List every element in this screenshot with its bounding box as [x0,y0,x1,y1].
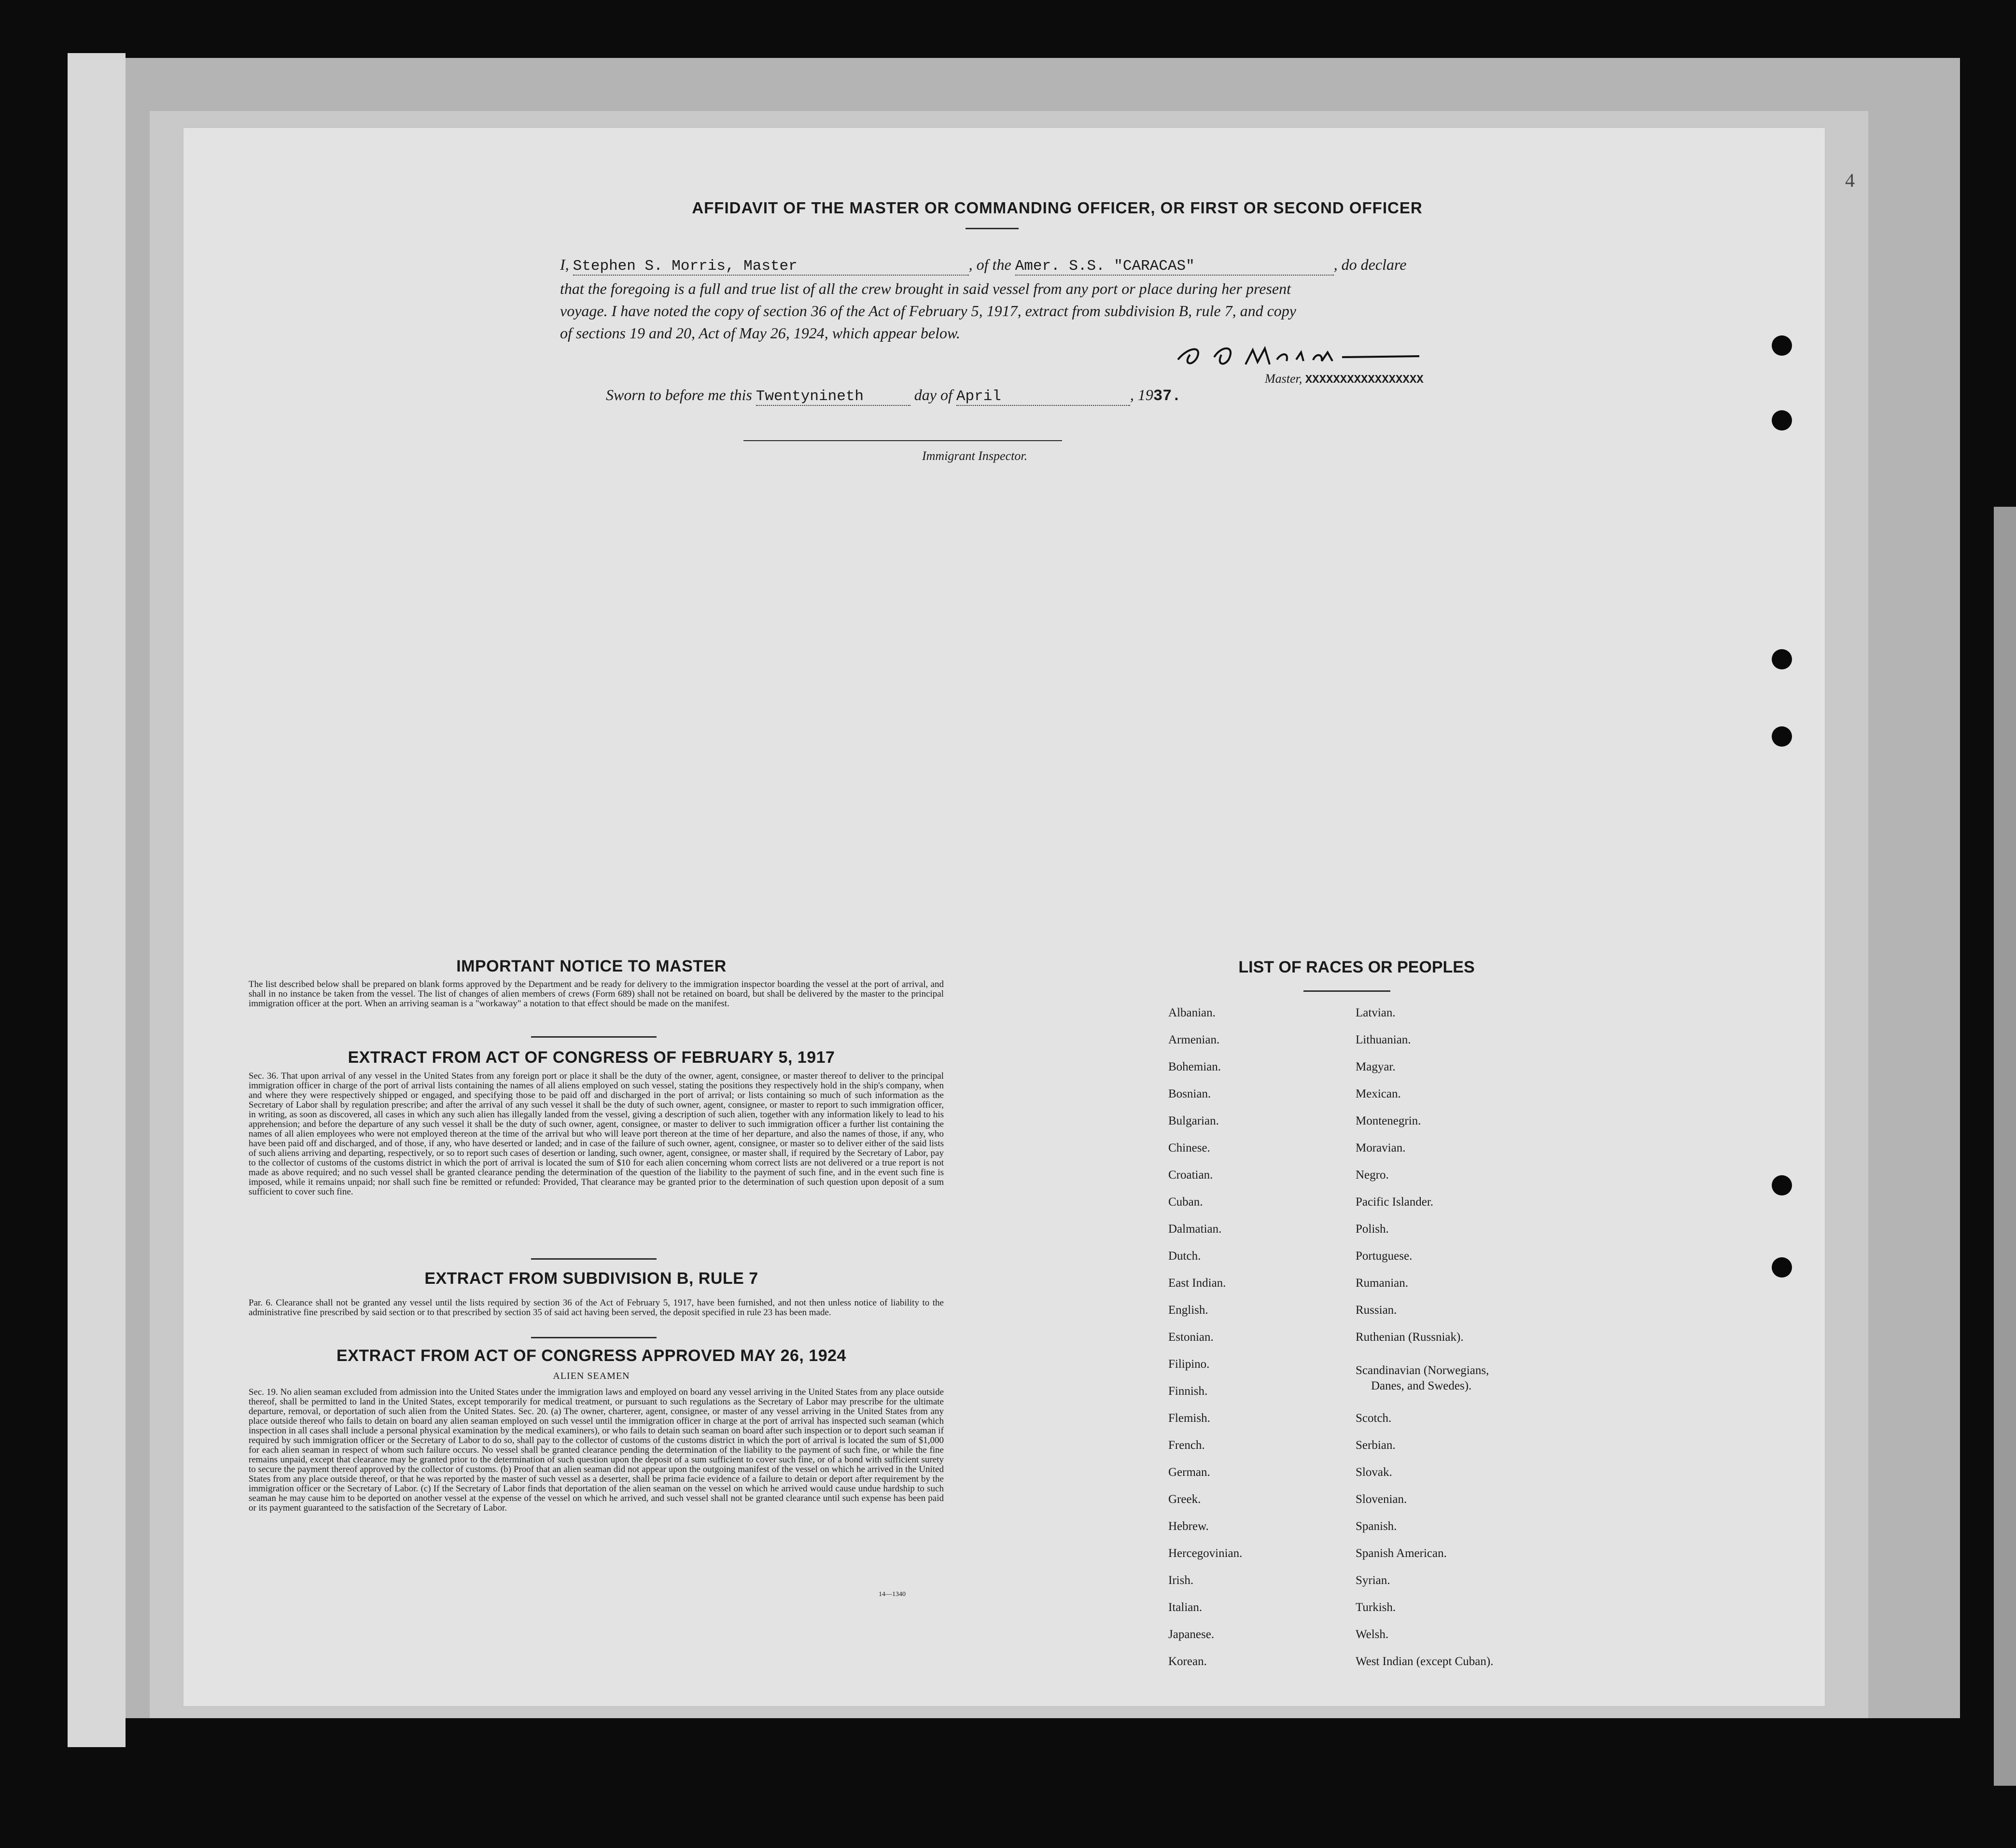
section-rule [531,1258,657,1260]
punch-hole [1772,410,1792,431]
race-left: Chinese. [1168,1141,1210,1154]
extract-1924-title: EXTRACT FROM ACT OF CONGRESS APPROVED MAY 26, 1924 [336,1347,846,1365]
form-code: 14—1340 [879,1591,906,1598]
race-right: Syrian. [1356,1574,1390,1587]
affidavit-prefix: I, [560,256,569,273]
page-number: 4 [1845,169,1855,191]
notice-title: IMPORTANT NOTICE TO MASTER [456,957,727,975]
race-right: Spanish American. [1356,1547,1447,1560]
race-left: East Indian. [1168,1277,1226,1290]
affidavit-line-2: that the foregoing is a full and true list of all the crew brought in said vessel from any port or place during her present [560,280,1291,297]
inspector-label: Immigrant Inspector. [922,449,1028,463]
notice-text: The list described below shall be prepared on blank forms approved by the Department and be ready for delivery to the immigration inspector boarding the vessel at the port of arrival, and shall in no instance be taken from the vessel. The list of changes of alien members of crews (Form 689) shall not be retained on board, but shall be delivered by the master to the principal immigration officer at the port. When an arriving seaman is a "workaway" a notation to that effect should be made on the manifest. [249,979,944,1009]
race-right: Pacific Islander. [1356,1195,1434,1209]
punch-hole [1772,1175,1792,1195]
race-left: Croatian. [1168,1168,1213,1181]
race-left: Italian. [1168,1601,1203,1614]
race-left: Hercegovinian. [1168,1547,1243,1560]
punch-hole [1772,649,1792,669]
race-right: West Indian (except Cuban). [1356,1655,1494,1668]
vessel-name-field: Amer. S.S. "CARACAS" [1015,258,1334,276]
title-rule [966,228,1019,229]
race-right: Portuguese. [1356,1250,1413,1263]
race-left: French. [1168,1439,1205,1452]
master-caption: Master, [1265,372,1302,386]
extract-1924-text: Sec. 19. No alien seaman excluded from admission into the United States under the immigration laws and employed on board any vessel arriving in the United States from any place outside thereof, shall be permitted to land in the United States, except temporarily for medical treatment, or pursuant to such regulations as the Secretary of Labor may prescribe for the ultimate departure, removal, or deportation of such alien from the United States. Sec. 20. (a) The owner, charterer, agent, consignee, or master of any vessel arriving in the United States from any place outside thereof who fails to detain on board any alien seaman employed on such vessel until the immigration officer in charge at the port of arrival has inspected such seaman (which inspection in all cases shall include a personal physical examination by the medical examiners), or who fails to detain such seaman on board after such inspection or to deport such seaman if required by such immigration officer or the Secretary of Labor to do so, shall pay to the collector of customs of the customs district in which the port of arrival is located the sum of $1,000 for each alien seaman in respect of whom such failure occurs. No vessel shall be granted clearance pending the determination of the liability to the payment of such fine, or while the fine remains unpaid, except that clearance may be granted prior to the determination of such question upon the deposit of a sum sufficient to cover such fine, or of a bond with sufficient surety to secure the payment thereof approved by the collector of customs. (b) Proof that an alien seaman did not appear upon the outgoing manifest of the vessel on which he arrived in the United States from any place outside thereof, or that he was reported by the master of such vessel as a deserter, shall be prima facie evidence of a failure to detain or deport after requirement by the immigration officer or the Secretary of Labor. (c) If the Secretary of Labor finds that deportation of the alien seaman on the vessel on which he arrived would cause undue hardship to such seaman he may cause him to be deported on another vessel at the expense of the vessel on which he arrived, and such vessel shall not be granted clearance until such expense has been paid or its payment guaranteed to the satisfaction of the Secretary of Labor. [249,1387,944,1513]
punch-hole [1772,1257,1792,1278]
race-left: Irish. [1168,1574,1194,1587]
sworn-prefix: Sworn to before me this [606,386,752,403]
next-page-edge [1994,507,2016,1786]
inspector-signature-line [743,440,1062,441]
race-right: Magyar. [1356,1060,1396,1073]
race-right: Slovak. [1356,1466,1392,1479]
section-rule [531,1337,657,1338]
race-right: Negro. [1356,1168,1389,1181]
affidavit-line-4: of sections 19 and 20, Act of May 26, 1924, which appear below. [560,324,960,342]
race-right: Welsh. [1356,1628,1389,1641]
sworn-year-prefix: , 19 [1130,386,1153,403]
master-name-field: Stephen S. Morris, Master [573,258,969,276]
race-right: Russian. [1356,1304,1397,1317]
race-left: Japanese. [1168,1628,1215,1641]
race-right: Turkish. [1356,1601,1396,1614]
affidavit-line-3: voyage. I have noted the copy of section 36 of the Act of February 5, 1917, extract from subdivision B, rule 7, and copy [560,302,1296,320]
race-left: Estonian. [1168,1331,1214,1344]
sworn-day-of: day of [914,386,952,403]
race-left: Dutch. [1168,1250,1201,1263]
race-right: Latvian. [1356,1006,1396,1019]
extract-1917-title: EXTRACT FROM ACT OF CONGRESS OF FEBRUARY 5, 1917 [348,1048,835,1067]
affidavit-declare: , do declare [1333,256,1407,273]
race-right: Lithuanian. [1356,1033,1411,1046]
race-right: Scandinavian (Norwegians, [1356,1364,1489,1377]
race-left: German. [1168,1466,1210,1479]
race-right: Spanish. [1356,1520,1397,1533]
rule7-title: EXTRACT FROM SUBDIVISION B, RULE 7 [424,1269,758,1288]
races-title: LIST OF RACES OR PEOPLES [1238,958,1475,976]
extract-1924-subtitle: ALIEN SEAMEN [553,1371,630,1381]
previous-page-edge [68,53,126,1747]
race-right: Rumanian. [1356,1277,1409,1290]
sworn-day-field: Twentynineth [756,388,910,406]
race-left: Dalmatian. [1168,1223,1222,1236]
sworn-line [606,386,1181,406]
race-left: Hebrew. [1168,1520,1209,1533]
race-left: Flemish. [1168,1412,1210,1425]
extract-1917-text: Sec. 36. That upon arrival of any vessel in the United States from any foreign port or place it shall be the duty of the owner, agent, consignee, or master thereof to deliver to the principal immigration officer in charge of the port of arrival lists containing the names of all aliens employed on such vessel, stating the positions they respectively hold in the ship's company, when and where they were respectively shipped or engaged, and specifying those to be paid off and discharged in the port of arrival; or lists containing so much of such information as the Secretary of Labor shall by regulation prescribe; and after the arrival of any such vessel it shall be the duty of such owner, agent, consignee, or master to report to such immigration officer, in writing, as soon as discovered, all cases in which any such alien has illegally landed from the vessel, giving a description of such alien, together with any information likely to lead to his apprehension; and before the departure of any such vessel it shall be the duty of such owner, agent, consignee, or master to deliver to such immigration officer a further list containing the names of all alien employees who were not employed thereon at the time of the arrival but who will leave port thereon at the time of her departure, and also the names of those, if any, who have been paid off and discharged, and of those, if any, who have deserted or landed; and in case of the failure of such owner, agent, consignee, or master so to deliver either of the said lists of such aliens arriving and departing, respectively, or so to report such cases of desertion or landing, such owner, agent, consignee, or master shall, if required by the Secretary of Labor, pay to the collector of customs of the customs district in which the port of arrival is located the sum of $10 for each alien concerning whom correct lists are not delivered or a true report is not made as above required; and no such vessel shall be granted clearance pending the determination of the question of the liability to the payment of such fine, and in the event such fine is imposed, while it remains unpaid; nor shall such fine be remitted or refunded: Provided, That clearance may be granted prior to the determination of such question upon deposit of a sum sufficient to cover such fine. [249,1071,944,1197]
punch-hole [1772,335,1792,356]
race-left: Korean. [1168,1655,1207,1668]
section-rule [531,1036,657,1038]
rule7-text: Par. 6. Clearance shall not be granted any vessel until the lists required by section 36 of the Act of February 5, 1917, have been furnished, and not then unless notice of liability to the administrative fine prescribed by said section or to that prescribed by section 35 of said act having been served, the deposit specified in rule 23 has been made. [249,1298,944,1318]
race-left: Bosnian. [1168,1087,1211,1100]
race-right: Serbian. [1356,1439,1396,1452]
master-signature [1168,338,1429,376]
race-right: Mexican. [1356,1087,1401,1100]
race-left: Armenian. [1168,1033,1220,1046]
race-right: Scotch. [1356,1412,1392,1425]
affidavit-title: AFFIDAVIT OF THE MASTER OR COMMANDING OFFICER, OR FIRST OR SECOND OFFICER [692,199,1423,217]
race-left: Filipino. [1168,1358,1210,1371]
sworn-year-field: 37. [1153,387,1181,405]
race-right: Danes, and Swedes). [1371,1379,1472,1392]
race-left: Cuban. [1168,1195,1203,1209]
struck-title: XXXXXXXXXXXXXXXXX [1305,374,1424,387]
affidavit-line-1 [560,256,1406,276]
race-right: Ruthenian (Russniak). [1356,1331,1464,1344]
race-right: Polish. [1356,1223,1389,1236]
race-left: Finnish. [1168,1385,1208,1398]
affidavit-of-the: , of the [968,256,1011,273]
race-right: Slovenian. [1356,1493,1407,1506]
punch-hole [1772,726,1792,747]
master-label [1265,372,1424,387]
race-left: Bohemian. [1168,1060,1221,1073]
race-left: Albanian. [1168,1006,1216,1019]
race-left: English. [1168,1304,1208,1317]
sworn-month-field: April [956,388,1130,406]
race-right: Montenegrin. [1356,1114,1421,1127]
race-left: Greek. [1168,1493,1201,1506]
races-title-rule [1303,990,1390,992]
race-left: Bulgarian. [1168,1114,1219,1127]
race-right: Moravian. [1356,1141,1406,1154]
